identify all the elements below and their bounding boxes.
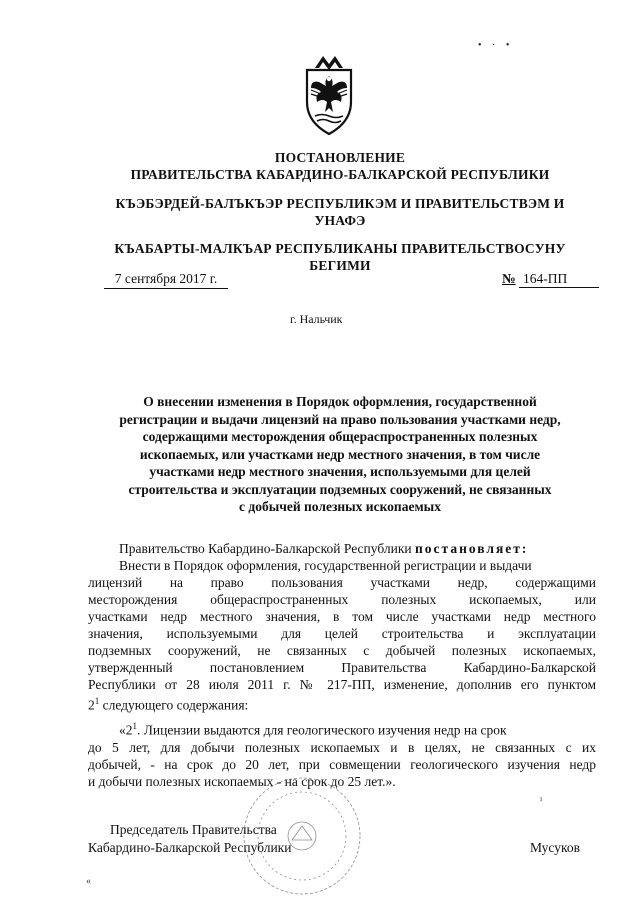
body-line: Республики от 28 июля 2011 г. № 217-ПП, изменение, дополнив его пунктом	[88, 677, 596, 692]
stray-mark: «	[86, 876, 91, 887]
body-line: $2^1$ следующего содержания:	[88, 696, 249, 713]
document-date: 7 сентября 2017 г.	[104, 271, 228, 289]
body-line: Внести в Порядок оформления, государственной регистрации и выдачи	[119, 558, 532, 573]
stray-mark: ı	[540, 794, 543, 803]
paragraph-1	[88, 557, 596, 714]
body-line: «$2^1$. Лицензии выдаются для геологического изучения недр на срок	[119, 721, 507, 738]
title-line: О внесении изменения в Порядок оформления, государственной	[143, 394, 537, 409]
number-sign: №	[502, 271, 516, 286]
coat-of-arms-emblem	[301, 52, 357, 136]
body-line: значения, используемыми для целей строительства и эксплуатации	[88, 626, 596, 641]
body-line: участками недр местного значения, в том числе участками недр местного	[88, 609, 596, 624]
preamble-text: Правительство Кабардино-Балкарской Республики	[119, 541, 415, 556]
signatory-role-line-2: Кабардино-Балкарской Республики	[88, 840, 292, 855]
document-type-heading: ПОСТАНОВЛЕНИЕ	[274, 150, 406, 165]
government-name-krc-line-1: КЪАБАРТЫ-МАЛКЪАР РЕСПУБЛИКАНЫ ПРАВИТЕЛЬСТВОСУНУ	[114, 241, 566, 256]
body-line: до 5 лет, для добычи полезных ископаемых и в целях, не связанных с их	[88, 739, 596, 755]
body-line: подземных сооружений, не связанных с добычей полезных ископаемых,	[88, 643, 596, 658]
body-line: и добычи полезных ископаемых - на срок до 25 лет.».	[88, 773, 396, 789]
government-name-kbd-line-1: КЪЭБЭРДЕЙ-БАЛЪКЪЭР РЕСПУБЛИКЭМ И ПРАВИТЕЛЬСТВЭМ И	[115, 196, 565, 211]
body-line: утвержденный постановлением Правительства Кабардино-Балкарской	[88, 660, 596, 675]
title-line: ископаемых, или участками недр местного значения, в том числе	[139, 446, 541, 462]
body-line: лицензий на право пользования участками недр, содержащими	[88, 575, 596, 590]
body-line: добычей, - на срок до 20 лет, при совмещении геологического изучения недр	[88, 756, 596, 772]
title-line: содержащими месторождения общераспространенных полезных	[142, 429, 538, 444]
city-name: г. Нальчик	[290, 312, 343, 326]
government-name-krc-line-2: БЕГИМИ	[309, 258, 371, 273]
title-line: строительства и эксплуатации подземных сооружений, не связанных	[128, 481, 552, 497]
number-value: 164-ПП	[519, 271, 599, 288]
document-number	[502, 271, 599, 288]
decree-word: постановляет:	[415, 541, 529, 556]
title-line: регистрации и выдачи лицензий на право пользования участками недр,	[119, 411, 561, 427]
signatory-name: Мусуков	[530, 840, 580, 855]
stray-marks: • · •	[478, 40, 514, 51]
government-name-kbd-line-2: УНАФЭ	[314, 213, 366, 228]
preamble	[88, 540, 596, 557]
signatory-role-line-1: Председатель Правительства	[110, 822, 277, 837]
title-line: участками недр местного значения, используемыми для целей	[149, 464, 531, 479]
resolution-title	[80, 393, 600, 516]
body-line: месторождения общераспространенных полезных ископаемых, или	[88, 592, 596, 607]
government-name-ru: ПРАВИТЕЛЬСТВА КАБАРДИНО-БАЛКАРСКОЙ РЕСПУБЛИКИ	[130, 167, 550, 182]
title-line: с добычей полезных ископаемых	[239, 499, 441, 514]
